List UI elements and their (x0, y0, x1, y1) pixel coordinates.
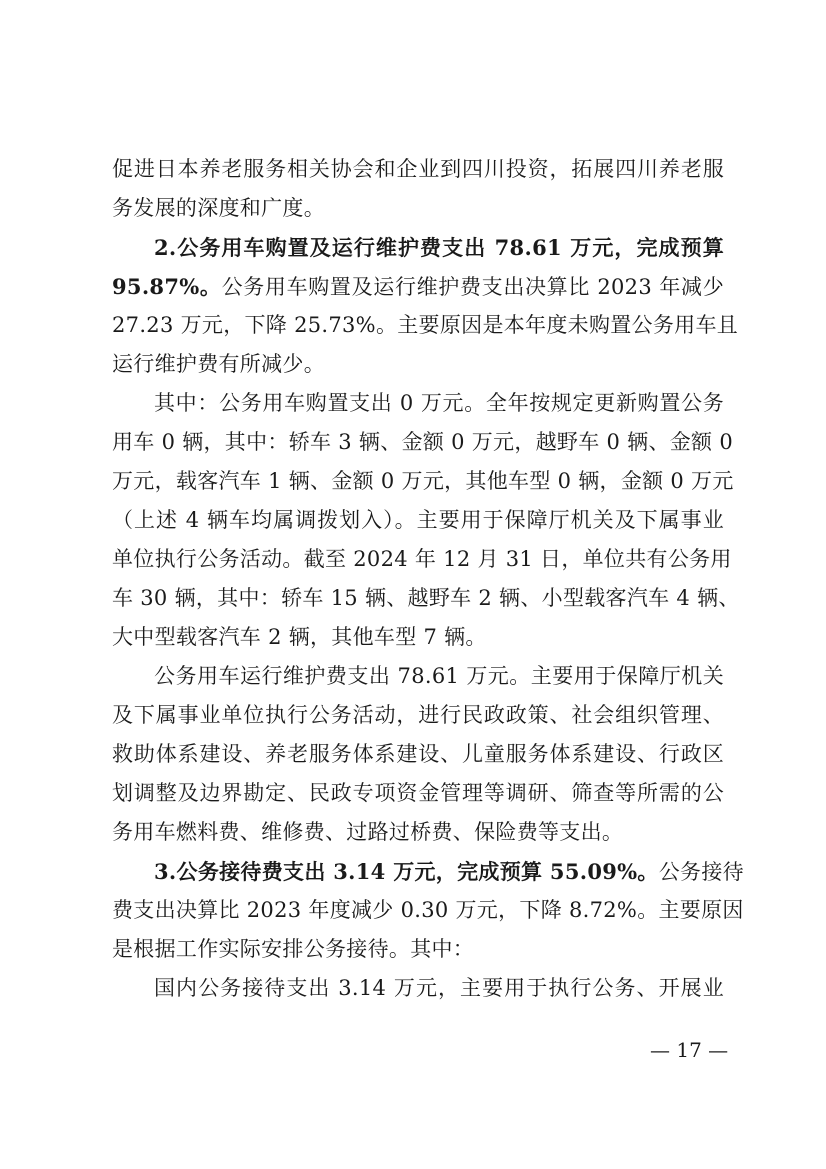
text-line: 车 30 辆，其中：轿车 15 辆、越野车 2 辆、小型载客汽车 4 辆、 (112, 586, 740, 610)
section-heading-vehicle (112, 228, 724, 267)
text-line (112, 267, 724, 306)
text-line: 务用车燃料费、维修费、过路过桥费、保险费等支出。 (112, 820, 624, 844)
text-line: 其中：公务用车购置支出 0 万元。全年按规定更新购置公务 (154, 391, 724, 415)
page-number: — 17 — (650, 1038, 729, 1062)
text-line: 国内公务接待支出 3.14 万元，主要用于执行公务、开展业 (154, 976, 724, 1000)
text-line: 27.23 万元，下降 25.73%。主要原因是本年度未购置公务用车且 (112, 313, 739, 337)
text-line: 务发展的深度和广度。 (112, 196, 325, 220)
text-line: 用车 0 辆，其中：轿车 3 辆、金额 0 万元，越野车 0 辆、金额 0 (112, 430, 733, 454)
body-text: 公务用车购置及运行维护费支出决算比 2023 年减少 (221, 275, 725, 299)
text-line: 划调整及边界勘定、民政专项资金管理等调研、筛查等所需的公 (112, 781, 724, 805)
text-line: 单位执行公务活动。截至 2024 年 12 月 31 日，单位共有公务用 (112, 547, 732, 571)
text-line: 万元，载客汽车 1 辆、金额 0 万元，其他车型 0 辆，金额 0 万元 (112, 469, 734, 493)
heading-text: 3.公务接待费支出 3.14 万元，完成预算 55.09%。 (154, 859, 659, 884)
text-line: 促进日本养老服务相关协会和企业到四川投资，拓展四川养老服 (112, 157, 724, 181)
body-text: 公务接待 (658, 860, 744, 884)
heading-text: 95.87%。 (112, 274, 222, 299)
heading-text: 2.公务用车购置及运行维护费支出 78.61 万元，完成预算 (154, 235, 724, 260)
text-line: 公务用车运行维护费支出 78.61 万元。主要用于保障厅机关 (154, 664, 724, 688)
document-page (112, 150, 744, 1008)
section-heading-reception (112, 852, 744, 891)
text-line: 大中型载客汽车 2 辆，其他车型 7 辆。 (112, 625, 487, 649)
text-line: 及下属事业单位执行公务活动，进行民政政策、社会组织管理、 (112, 703, 724, 727)
text-line: 是根据工作实际安排公务接待。其中： (112, 937, 475, 961)
text-line: （上述 4 辆车均属调拨划入）。主要用于保障厅机关及下属事业 (112, 508, 724, 532)
text-line: 费支出决算比 2023 年度减少 0.30 万元，下降 8.72%。主要原因 (112, 898, 744, 922)
text-line: 救助体系建设、养老服务体系建设、儿童服务体系建设、行政区 (112, 742, 724, 766)
text-line: 运行维护费有所减少。 (112, 352, 325, 376)
